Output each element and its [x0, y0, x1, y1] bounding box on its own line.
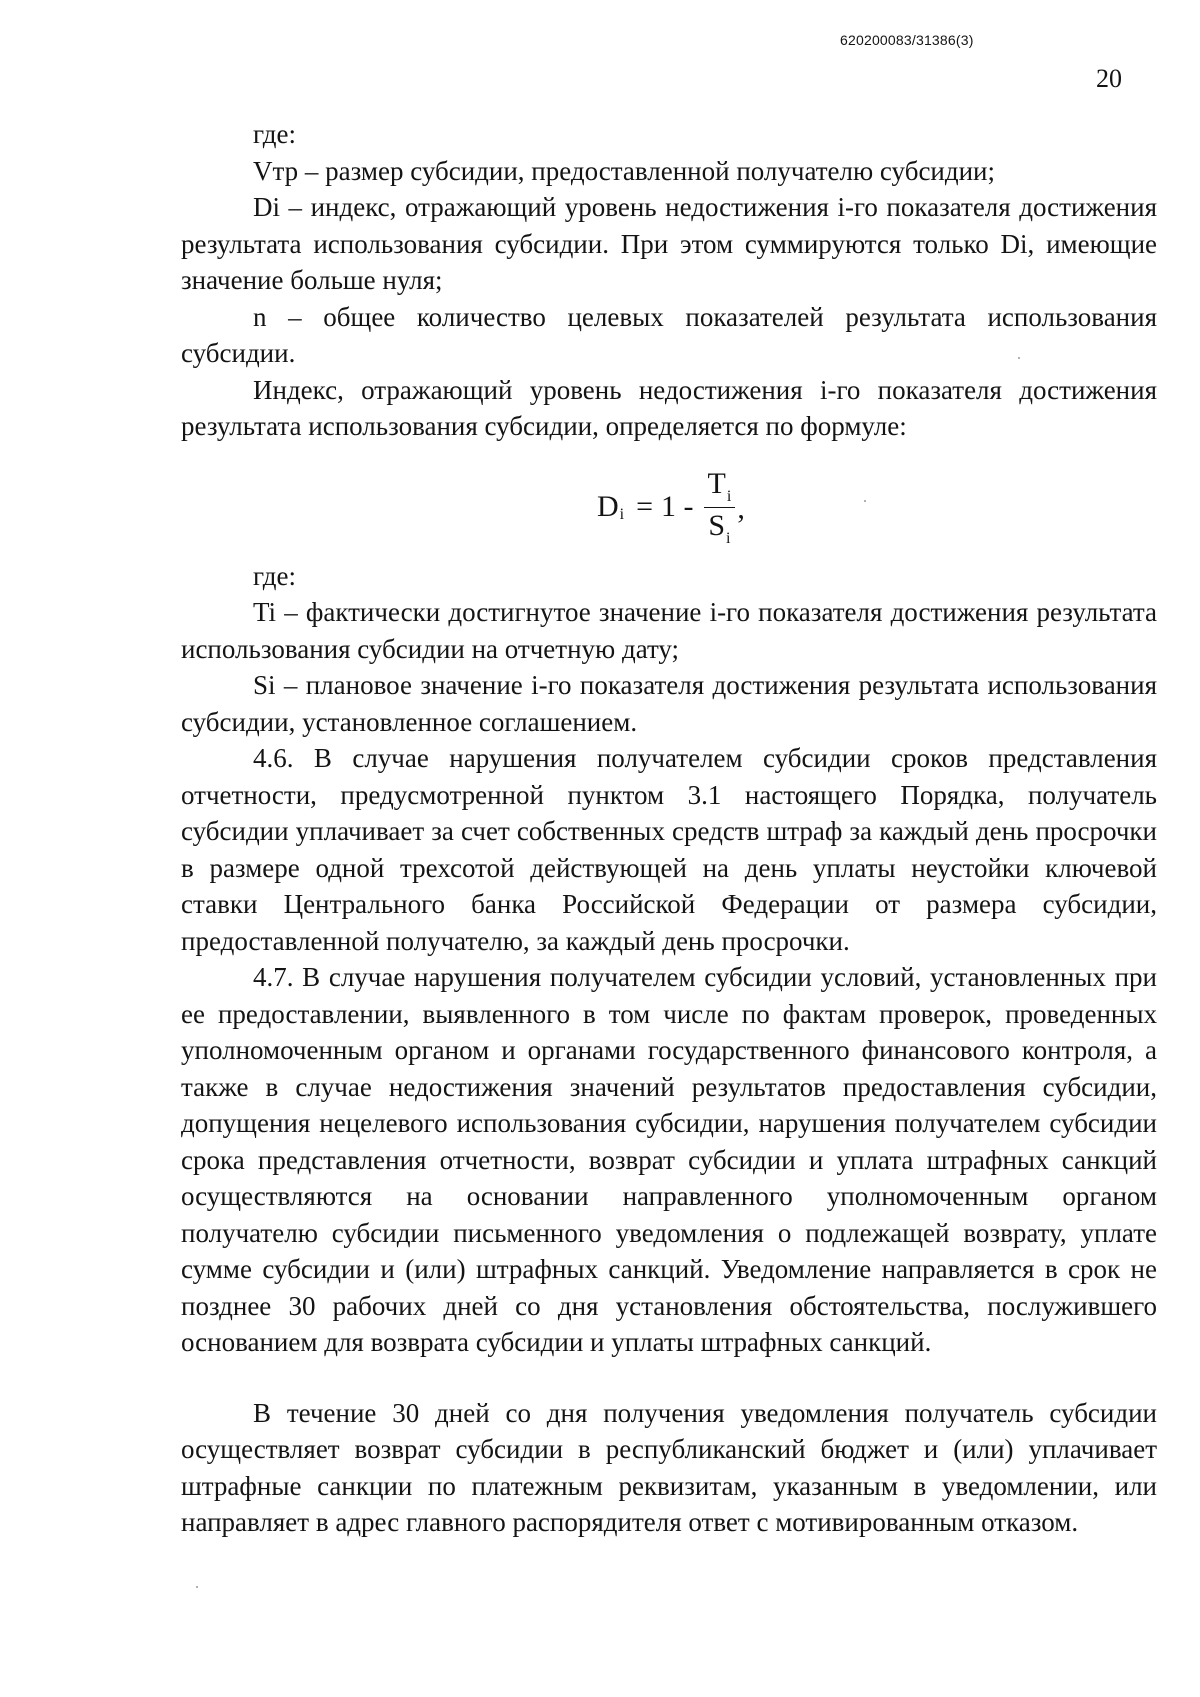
paragraph-4-7: 4.7. В случае нарушения получателем субсидии условий, установленных при ее предоставлении, выявленного в том числе по фактам проверок, проведенных уполномоченным органом и органами государственного финансового контроля, а также в случае недостижения значений результатов предоставления субсидии, допущения нецелевого использования субсидии, нарушения получателем субсидии срока представления отчетности, возврат субсидии и уплата штрафных санкций осуществляются на основании направленного уполномоченным органом получателю субсидии письменного уведомления о подлежащей возврату, уплате сумме субсидии и (или) штрафных санкций. Уведомление направляется в срок не позднее 30 рабочих дней со дня установления обстоятельства, послужившего основанием для возврата субсидии и уплаты штрафных санкций.	[181, 962, 1157, 1357]
page-number: 20	[1096, 64, 1122, 93]
document-body	[181, 116, 1157, 1541]
paragraph-where-2: где:	[253, 560, 296, 591]
denominator-subscript: i	[726, 529, 731, 547]
formula-one-minus: 1 -	[661, 489, 694, 523]
formula-fraction	[704, 467, 736, 548]
formula-comma: ,	[737, 491, 745, 525]
di-formula	[597, 467, 745, 548]
paragraph-vtr-definition: Vтр – размер субсидии, предоставленной получателю субсидии;	[253, 155, 996, 186]
numerator-subscript: i	[726, 487, 732, 505]
paragraph-where-1: где:	[253, 119, 296, 149]
paragraph-4-6: 4.6. В случае нарушения получателем субсидии сроков представления отчетности, предусмотренной пунктом 3.1 настоящего Порядка, получатель субсидии уплачивает за счет собственных средств штраф за каждый день просрочки в размере одной трехсотой действующей на день уплаты неустойки ключевой ставки Центрального банка Российской Федерации от размера субсидии, предоставленной получателю, за каждый день просрочки.	[181, 743, 1157, 956]
scan-speck	[196, 1586, 198, 1588]
paragraph-ti-definition: Ti – фактически достигнутое значение i-го показателя достижения результата использования субсидии на отчетную дату;	[181, 597, 1157, 664]
document-id: 620200083/31386(3)	[840, 32, 974, 48]
paragraph-n-definition: n – общее количество целевых показателей результата использования субсидии.	[181, 301, 1157, 368]
formula-lhs: D	[597, 489, 619, 523]
formula-lhs-subscript: i	[619, 505, 625, 523]
paragraph-di-definition: Di – индекс, отражающий уровень недостижения i-го показателя достижения результата использования субсидии. При этом суммируются только Di, имеющие значение больше нуля;	[181, 192, 1157, 295]
paragraph-return-term: В течение 30 дней со дня получения уведомления получатель субсидии осуществляет возврат субсидии в республиканский бюджет и (или) уплачивает штрафные санкции по платежным реквизитам, указанным в уведомлении, или направляет в адрес главного распорядителя ответ с мотивированным отказом.	[181, 1397, 1157, 1537]
formula-equals: =	[636, 489, 654, 523]
formula-numerator: $T_i$	[704, 467, 736, 508]
paragraph-index-intro: Индекс, отражающий уровень недостижения i-го показателя достижения результата использования субсидии, определяется по формуле:	[181, 374, 1157, 441]
paragraph-si-definition: Si – плановое значение i-го показателя достижения результата использования субсидии, установленное соглашением.	[181, 670, 1157, 737]
scan-speck	[1018, 357, 1020, 359]
formula-block	[181, 445, 1157, 558]
scan-speck	[864, 500, 866, 502]
formula-denominator: $S_i$	[708, 508, 731, 547]
